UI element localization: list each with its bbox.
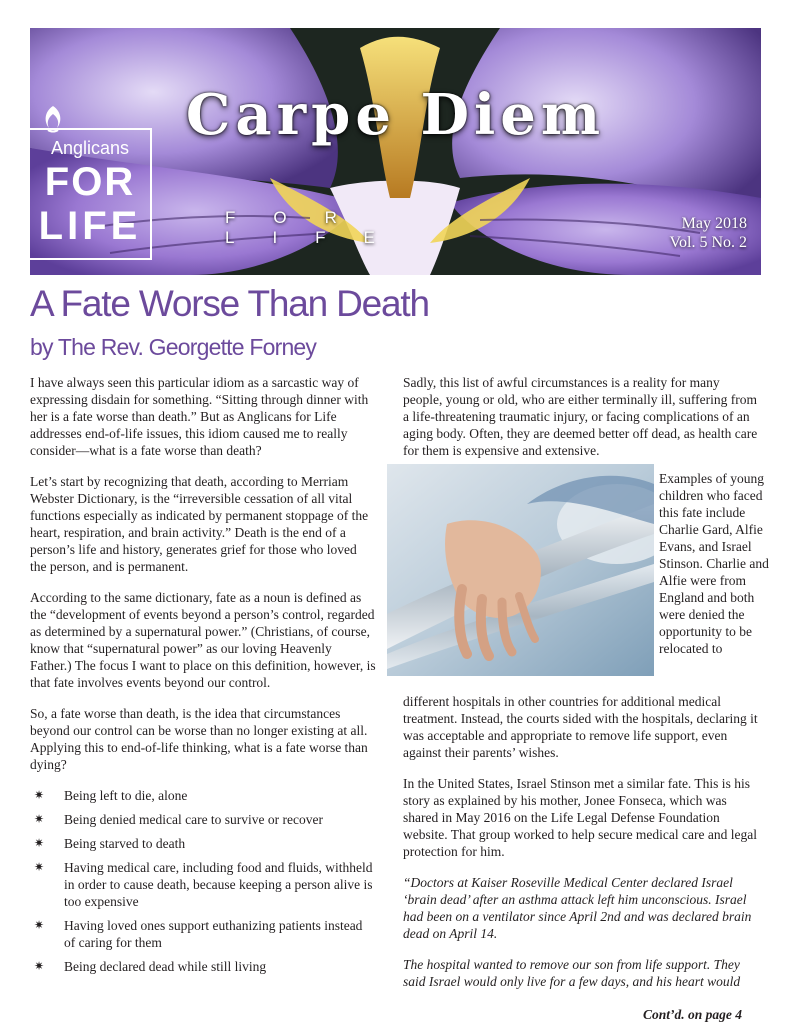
star-bullet-icon: ✷ bbox=[34, 836, 45, 850]
paragraph: Sadly, this list of awful circumstances is a reality for many people, young or old, who are either terminally ill, suffering from a life-threatening traumatic injury, or facing complications of an aging body. Often, they are deemed better off dead, as health care for them is expensive and extensive. bbox=[403, 375, 758, 458]
hand-on-bed-rail-image bbox=[387, 464, 654, 676]
left-column bbox=[30, 374, 376, 982]
issue-date: May 2018 bbox=[681, 215, 747, 232]
star-bullet-icon: ✷ bbox=[34, 918, 45, 932]
star-bullet-icon: ✷ bbox=[34, 788, 45, 802]
quote-paragraph: “Doctors at Kaiser Roseville Medical Center declared Israel ‘brain dead’ after an asthma attack left him unconscious. Israel had been on a ventilator since April 2nd and was declared brain dead on April 14. bbox=[403, 875, 752, 941]
star-bullet-icon: ✷ bbox=[34, 812, 45, 826]
star-bullet-icon: ✷ bbox=[34, 959, 45, 973]
paragraph: According to the same dictionary, fate as a noun is defined as the “development of events beyond a person’s control, regarded as determined by a supernatural power.” (Christians, of course, know that “supernatural power” as our loving Heavenly Father.) The focus I want to place on this definition, however, is that fate involves events beyond our control. bbox=[30, 590, 376, 690]
article-headline: A Fate Worse Than Death bbox=[30, 283, 429, 324]
list-item bbox=[34, 835, 376, 852]
list-item bbox=[34, 917, 376, 951]
article-byline: by The Rev. Georgette Forney bbox=[30, 334, 317, 360]
logo-line-anglicans: Anglicans bbox=[50, 138, 130, 158]
paragraph: Let’s start by recognizing that death, according to Merriam Webster Dictionary, is the “irreversible cessation of all vital functions especially as indicated by permanent stoppage of the heart, respiration, and brain activity.” Death is the end of a person’s life and history, generates grief for those who loved the person, and is permanent. bbox=[30, 474, 369, 574]
masthead-title: Carpe Diem bbox=[185, 82, 606, 148]
masthead-subtitle: FOR LIFE bbox=[225, 208, 413, 247]
list-item-text: Having loved ones support euthanizing patients instead of caring for them bbox=[64, 918, 363, 950]
list-item-text: Being denied medical care to survive or recover bbox=[64, 812, 324, 827]
list-item-text: Being starved to death bbox=[64, 836, 186, 851]
hospital-hand-photo bbox=[387, 464, 654, 676]
photo-wrap-text: Examples of young children who faced this fate include Charlie Gard, Alfie Evans, and Israel Stinson. Charlie and Alfie were from England and both were denied the opportunity to be relocated to bbox=[659, 471, 769, 656]
issue-info bbox=[670, 214, 748, 252]
list-item-text: Being left to die, alone bbox=[64, 788, 188, 803]
logo-line-for: FOR bbox=[44, 160, 136, 204]
list-item bbox=[34, 859, 376, 910]
paragraph: In the United States, Israel Stinson met a similar fate. This is his story as explained by his mother, Jonee Fonseca, which was shared in May 2016 on the Life Legal Defense Foundation website. That group worked to help secure medical care and legal protection for him. bbox=[403, 776, 757, 859]
masthead-banner bbox=[30, 28, 761, 275]
quote-paragraph: The hospital wanted to remove our son from life support. They said Israel would only live for a few days, and his heart would bbox=[403, 957, 741, 989]
logo-line-life: LIFE bbox=[38, 204, 142, 248]
paragraph: I have always seen this particular idiom as a sarcastic way of expressing disdain for something. “Sitting through dinner with her is a fate worse than death.” But as Anglicans for Life addresses end-of-life issues, this idiom caused me to really consider—what is a fate worse than death? bbox=[30, 375, 369, 458]
star-bullet-icon: ✷ bbox=[34, 860, 45, 874]
flame-icon bbox=[40, 104, 66, 134]
paragraph: So, a fate worse than death, is the idea that circumstances beyond our control can be worse than no longer existing at all. Applying this to end-of-life thinking, what is a fate worse than dying? bbox=[30, 706, 368, 772]
right-column-bottom bbox=[403, 693, 760, 990]
list-item bbox=[34, 811, 376, 828]
anglicans-for-life-logo bbox=[30, 128, 152, 260]
issue-volume: Vol. 5 No. 2 bbox=[669, 234, 747, 251]
list-item bbox=[34, 958, 376, 975]
list-item bbox=[34, 787, 376, 804]
list-item-text: Having medical care, including food and fluids, withheld in order to cause death, because keeping a person alive is too expensive bbox=[64, 860, 373, 909]
fate-list bbox=[34, 787, 376, 975]
list-item-text: Being declared dead while still living bbox=[64, 959, 267, 974]
paragraph: different hospitals in other countries for additional medical treatment. Instead, the courts sided with the hospitals, declaring it was acceptable and appropriate to remove life support, even against their parents’ wishes. bbox=[403, 694, 758, 760]
right-column-top bbox=[403, 374, 760, 473]
continued-link[interactable]: Cont’d. on page 4 bbox=[642, 1007, 742, 1022]
